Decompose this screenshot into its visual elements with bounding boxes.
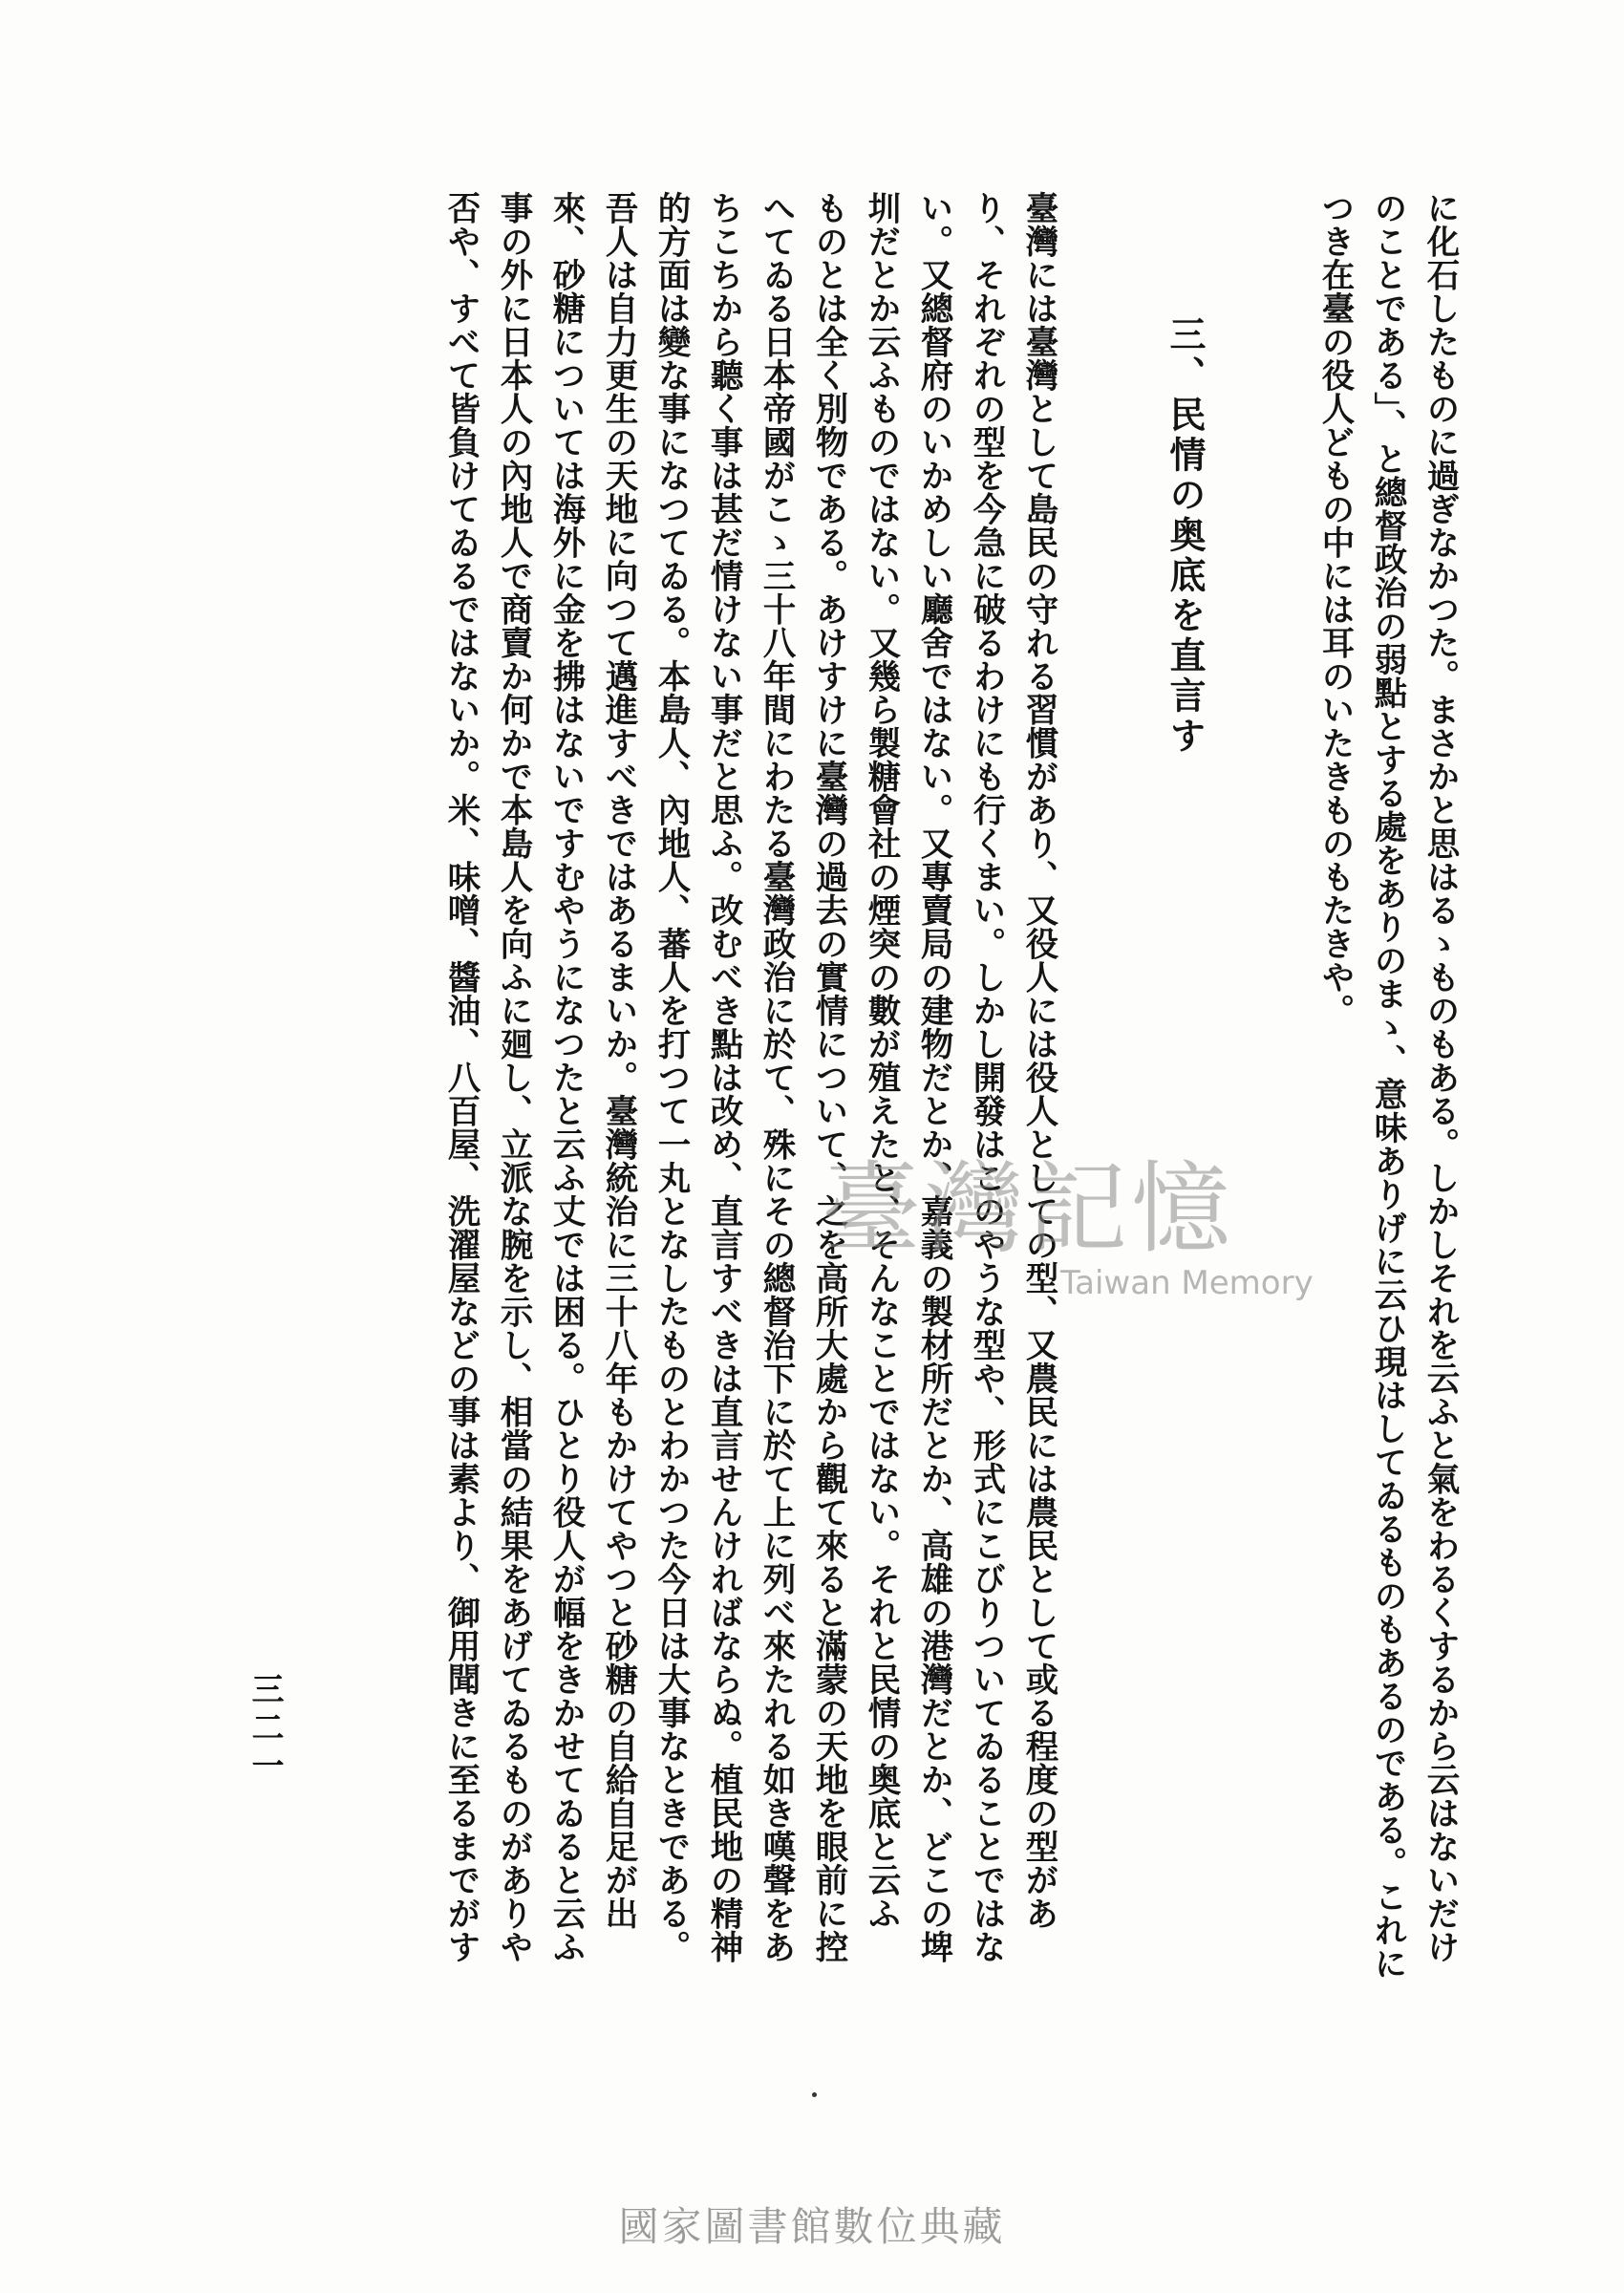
watermark-title: 臺灣記憶 xyxy=(822,1150,1235,1267)
text-column-3: つき在臺の役人どもの中には耳のいたきものもたきや。 xyxy=(1315,191,1354,1027)
text-column-15: 事の外に日本人の內地人で商賣か何かで本島人を向ふに廻し、立派な腕を示し、相當の結果をあげてゐるものがありや xyxy=(494,191,532,1963)
text-column-13: 吾人は自力更生の天地に向つて邁進すべきではあるまいか。臺灣統治に三十八年もかけてやつと砂糖の自給自足が出 xyxy=(599,191,637,1930)
text-column-2: のことである」、と總督政治の弱點とする處をありのまゝ、意味ありげに云ひ現はしてゐるものもあるのである。これに xyxy=(1368,191,1406,1981)
ink-speck xyxy=(812,2092,817,2097)
text-column-7: い。又總督府のいかめしい廳舍ではない。又專賣局の建物だとか、嘉義の製材所だとか、高雄の港灣だとか、どこの埤 xyxy=(914,191,952,1963)
text-column-5: 臺灣には臺灣として島民の守れる習慣があり、又役人には役人としての型、又農民には農民として或る程度の型があ xyxy=(1019,191,1058,1930)
watermark-logo xyxy=(822,1150,1314,1314)
text-column-1: に化石したものに過ぎなかつた。まさかと思はるゝものもある。しかしそれを云ふと氣をわるくするから云はないだけ xyxy=(1421,191,1459,1963)
text-column-6: り、それぞれの型を今急に破るわけにも行くまい。しかし開發はこのやうな型や、形式にこびりついてゐることではな xyxy=(967,191,1005,1963)
section-heading: 三、民情の奥底を直言す xyxy=(1164,315,1207,757)
text-column-12: 的方面は變な事になつてゐる。本島人、內地人、蕃人を打つて一丸となしたものとわかつた今日は大事なときである。 xyxy=(652,191,690,1963)
page-number: 三二一 xyxy=(246,1672,284,1787)
watermark-subtitle: Taiwan Memory xyxy=(1060,1264,1314,1302)
text-column-8: 圳だとか云ふものではない。又幾ら製糖會社の煙突の數が殖えたと、そんなことではない。それと民情の奥底と云ふ xyxy=(862,191,900,1930)
footer-credit: 國家圖書館數位典藏 xyxy=(618,2203,1006,2250)
text-column-16: 否や、すべて皆負けてゐるではないか。米、味噌、醬油、八百屋、洗濯屋などの事は素より、御用聞きに至るまでがす xyxy=(441,191,480,1963)
text-column-14: 來、砂糖については海外に金を拂はないですむやうになつたと云ふ丈では困る。ひとり役人が幅をきかせてゐると云ふ xyxy=(546,191,585,1963)
text-column-9: ものとは全く別物である。あけすけに臺灣の過去の實情について、之を高所大處から觀て來ると滿蒙の天地を眼前に控 xyxy=(809,191,847,1963)
text-column-10: へてゐる日本帝國がこゝ三十八年間にわたる臺灣政治に於て、殊にその總督治下に於て上に列べ來たれる如き嘆聲をあ xyxy=(757,191,795,1963)
text-column-11: ちこちから聽く事は甚だ情けない事だと思ふ。改むべき點は改め、直言すべきは直言せんければならぬ。植民地の精神 xyxy=(704,191,742,1963)
